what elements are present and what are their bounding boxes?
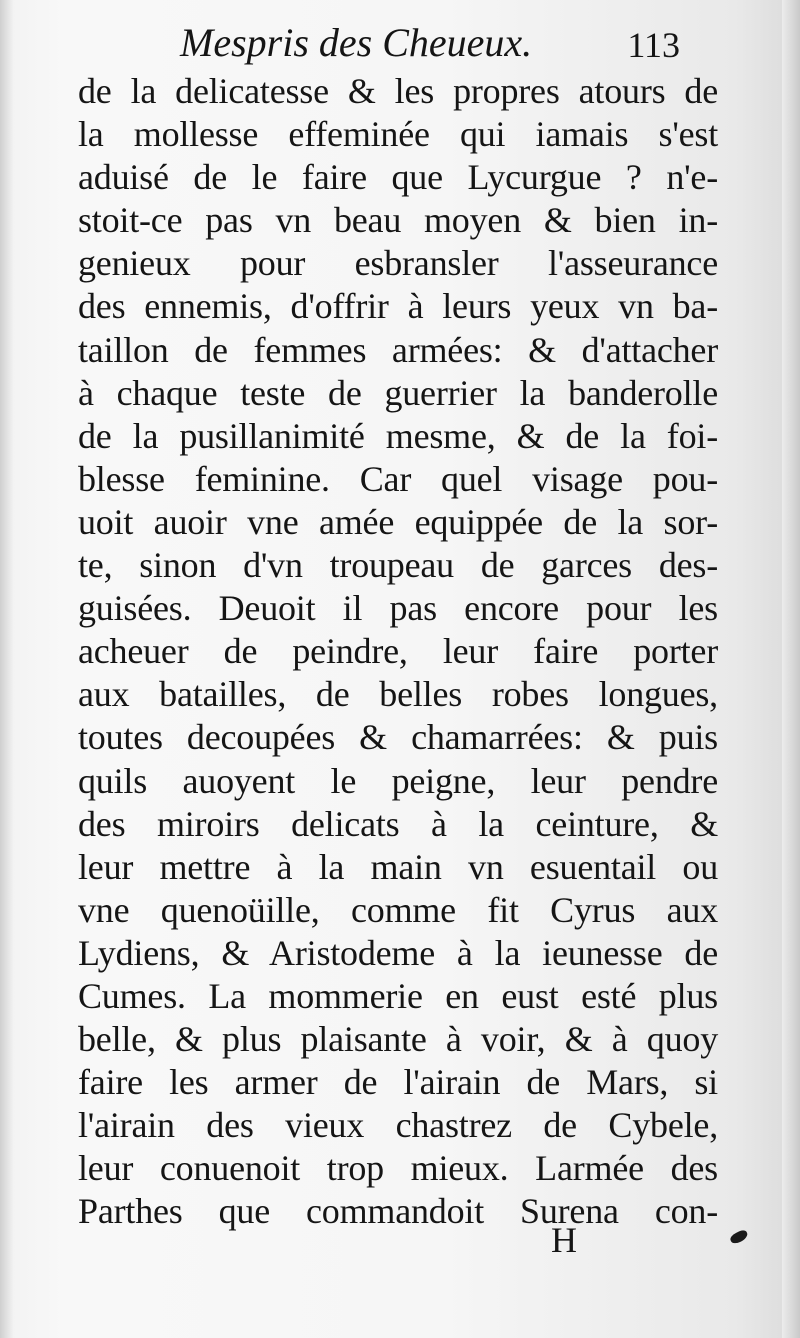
text-line: leur conuenoit trop mieux. Larmée des — [78, 1148, 718, 1189]
text-line: à chaque teste de guerrier la banderolle — [78, 372, 718, 413]
text-line: te, sinon d'vn troupeau de garces des- — [78, 545, 718, 586]
body-text — [78, 70, 718, 1234]
text-line: acheuer de peindre, leur faire porter — [78, 631, 718, 672]
text-line: des miroirs delicats à la ceinture, & — [78, 803, 718, 844]
page-header — [180, 14, 680, 68]
ink-spot — [729, 1229, 750, 1246]
page-left-edge — [0, 0, 14, 1338]
text-line: de la pusillanimité mesme, & de la foi- — [78, 415, 718, 456]
text-line: taillon de femmes armées: & d'attacher — [78, 329, 718, 370]
page-right-edge — [782, 0, 800, 1338]
text-line: vne quenoüille, comme fit Cyrus aux — [78, 889, 718, 930]
text-line: de la delicatesse & les propres atours de — [78, 71, 718, 111]
text-line: stoit-ce pas vn beau moyen & bien in- — [78, 200, 718, 241]
text-line: toutes decoupées & chamarrées: & puis — [78, 717, 718, 758]
text-line: des ennemis, d'offrir à leurs yeux vn ba- — [78, 286, 718, 327]
text-line: uoit auoir vne amée equippée de la sor- — [78, 501, 718, 542]
text-line: guisées. Deuoit il pas encore pour les — [78, 588, 718, 629]
text-line: leur mettre à la main vn esuentail ou — [78, 846, 718, 887]
text-line: faire les armer de l'airain de Mars, si — [78, 1062, 718, 1103]
text-line: Parthes que commandoit Surena con- — [78, 1191, 718, 1232]
text-line: aduisé de le faire que Lycurgue ? n'e- — [78, 157, 718, 198]
text-line: belle, & plus plaisante à voir, & à quoy — [78, 1019, 718, 1060]
running-title: Mespris des Cheueux. — [180, 20, 533, 65]
page-number: 113 — [627, 25, 680, 65]
text-line: l'airain des vieux chastrez de Cybele, — [78, 1105, 718, 1146]
text-line: la mollesse effeminée qui iamais s'est — [78, 114, 718, 155]
text-line: Lydiens, & Aristodeme à la ieunesse de — [78, 932, 718, 973]
text-line: aux batailles, de belles robes longues, — [78, 674, 718, 715]
text-line: blesse feminine. Car quel visage pou- — [78, 458, 718, 499]
signature-mark: H — [551, 1220, 578, 1260]
text-line: genieux pour esbransler l'asseurance — [78, 243, 718, 284]
text-line: Cumes. La mommerie en eust esté plus — [78, 975, 718, 1016]
text-line: quils auoyent le peigne, leur pendre — [78, 760, 718, 801]
